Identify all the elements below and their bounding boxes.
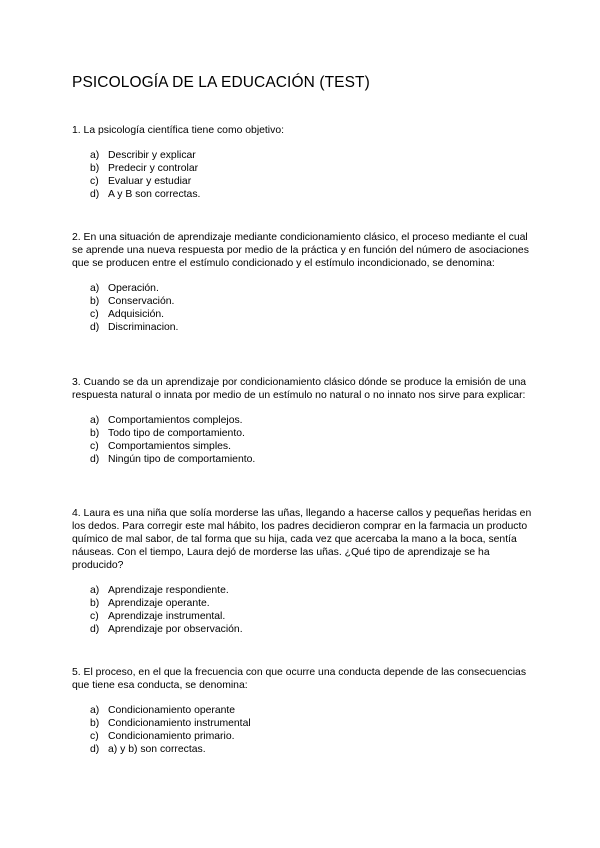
option-letter: a) <box>90 415 100 426</box>
option-list <box>72 704 532 756</box>
option-letter: d) <box>90 322 100 333</box>
option-text: Todo tipo de comportamiento. <box>108 428 245 439</box>
option-text: Condicionamiento operante <box>108 705 236 716</box>
question-3 <box>72 376 532 466</box>
option-letter: a) <box>90 705 100 716</box>
question-4 <box>72 507 532 636</box>
option-text: Evaluar y estudiar <box>108 176 192 187</box>
option-letter: b) <box>90 718 100 729</box>
option-letter: b) <box>90 296 100 307</box>
option-text: Discriminacion. <box>108 322 179 333</box>
question-text: 2. En una situación de aprendizaje mediante condicionamiento clásico, el proceso mediante el cual se aprende una nueva respuesta por medio de la práctica y en función del número de asociaciones que se producen entre el estímulo condicionado y el estímulo incondicionado, se denomina: <box>72 232 529 269</box>
option-text: Aprendizaje operante. <box>108 598 210 609</box>
option-letter: d) <box>90 454 100 465</box>
option-text: Aprendizaje respondiente. <box>108 585 229 596</box>
option-letter: b) <box>90 163 100 174</box>
option-d <box>90 623 532 636</box>
option-text: Conservación. <box>108 296 175 307</box>
option-letter: c) <box>90 176 99 187</box>
option-text: Describir y explicar <box>108 150 196 161</box>
option-text: Adquisición. <box>108 309 165 320</box>
option-letter: a) <box>90 585 100 596</box>
question-5 <box>72 666 532 756</box>
document-title: PSICOLOGÍA DE LA EDUCACIÓN (TEST) <box>72 74 370 91</box>
option-text: Comportamientos complejos. <box>108 415 243 426</box>
option-c <box>90 610 532 623</box>
option-a <box>90 282 532 295</box>
option-letter: d) <box>90 189 100 200</box>
option-b <box>90 427 532 440</box>
option-c <box>90 308 532 321</box>
option-a <box>90 704 532 717</box>
option-a <box>90 414 532 427</box>
option-letter: b) <box>90 428 100 439</box>
option-a <box>90 584 532 597</box>
option-text: Condicionamiento instrumental <box>108 718 251 729</box>
option-list <box>72 414 532 466</box>
option-b <box>90 597 532 610</box>
option-d <box>90 188 532 201</box>
option-letter: c) <box>90 611 99 622</box>
option-text: Condicionamiento primario. <box>108 731 235 742</box>
option-c <box>90 175 532 188</box>
option-c <box>90 440 532 453</box>
option-text: Comportamientos simples. <box>108 441 231 452</box>
option-text: Ningún tipo de comportamiento. <box>108 454 256 465</box>
option-list <box>72 149 532 201</box>
question-2 <box>72 231 532 334</box>
option-letter: c) <box>90 731 99 742</box>
option-letter: a) <box>90 150 100 161</box>
option-text: Predecir y controlar <box>108 163 199 174</box>
option-letter: c) <box>90 441 99 452</box>
question-text: 4. Laura es una niña que solía morderse las uñas, llegando a hacerse callos y pequeñas heridas en los dedos. Para corregir este mal hábito, los padres decidieron comprar en la farmacia un producto químico de mal sabor, de tal forma que su hija, cada vez que acercaba la mano a la boca, sentía náuseas. Con el tiempo, Laura dejó de morderse las uñas. ¿Qué tipo de aprendizaje se ha producido? <box>72 508 532 571</box>
option-text: Operación. <box>108 283 159 294</box>
option-list <box>72 282 532 334</box>
option-letter: c) <box>90 309 99 320</box>
question-text: 3. Cuando se da un aprendizaje por condicionamiento clásico dónde se produce la emisión de una respuesta natural o innata por medio de un estímulo no natural o no innato nos sirve para explicar: <box>72 377 527 401</box>
option-d <box>90 453 532 466</box>
option-d <box>90 743 532 756</box>
option-text: a) y b) son correctas. <box>108 744 206 755</box>
option-c <box>90 730 532 743</box>
option-text: Aprendizaje instrumental. <box>108 611 226 622</box>
option-d <box>90 321 532 334</box>
option-text: A y B son correctas. <box>108 189 201 200</box>
option-b <box>90 162 532 175</box>
option-letter: d) <box>90 624 100 635</box>
question-1 <box>72 124 532 201</box>
option-letter: b) <box>90 598 100 609</box>
option-b <box>90 717 532 730</box>
option-text: Aprendizaje por observación. <box>108 624 243 635</box>
option-list <box>72 584 532 636</box>
option-letter: d) <box>90 744 100 755</box>
question-text: 1. La psicología científica tiene como objetivo: <box>72 125 284 136</box>
question-text: 5. El proceso, en el que la frecuencia con que ocurre una conducta depende de las consecuencias que tiene esa conducta, se denomina: <box>72 667 527 691</box>
option-b <box>90 295 532 308</box>
option-letter: a) <box>90 283 100 294</box>
option-a <box>90 149 532 162</box>
